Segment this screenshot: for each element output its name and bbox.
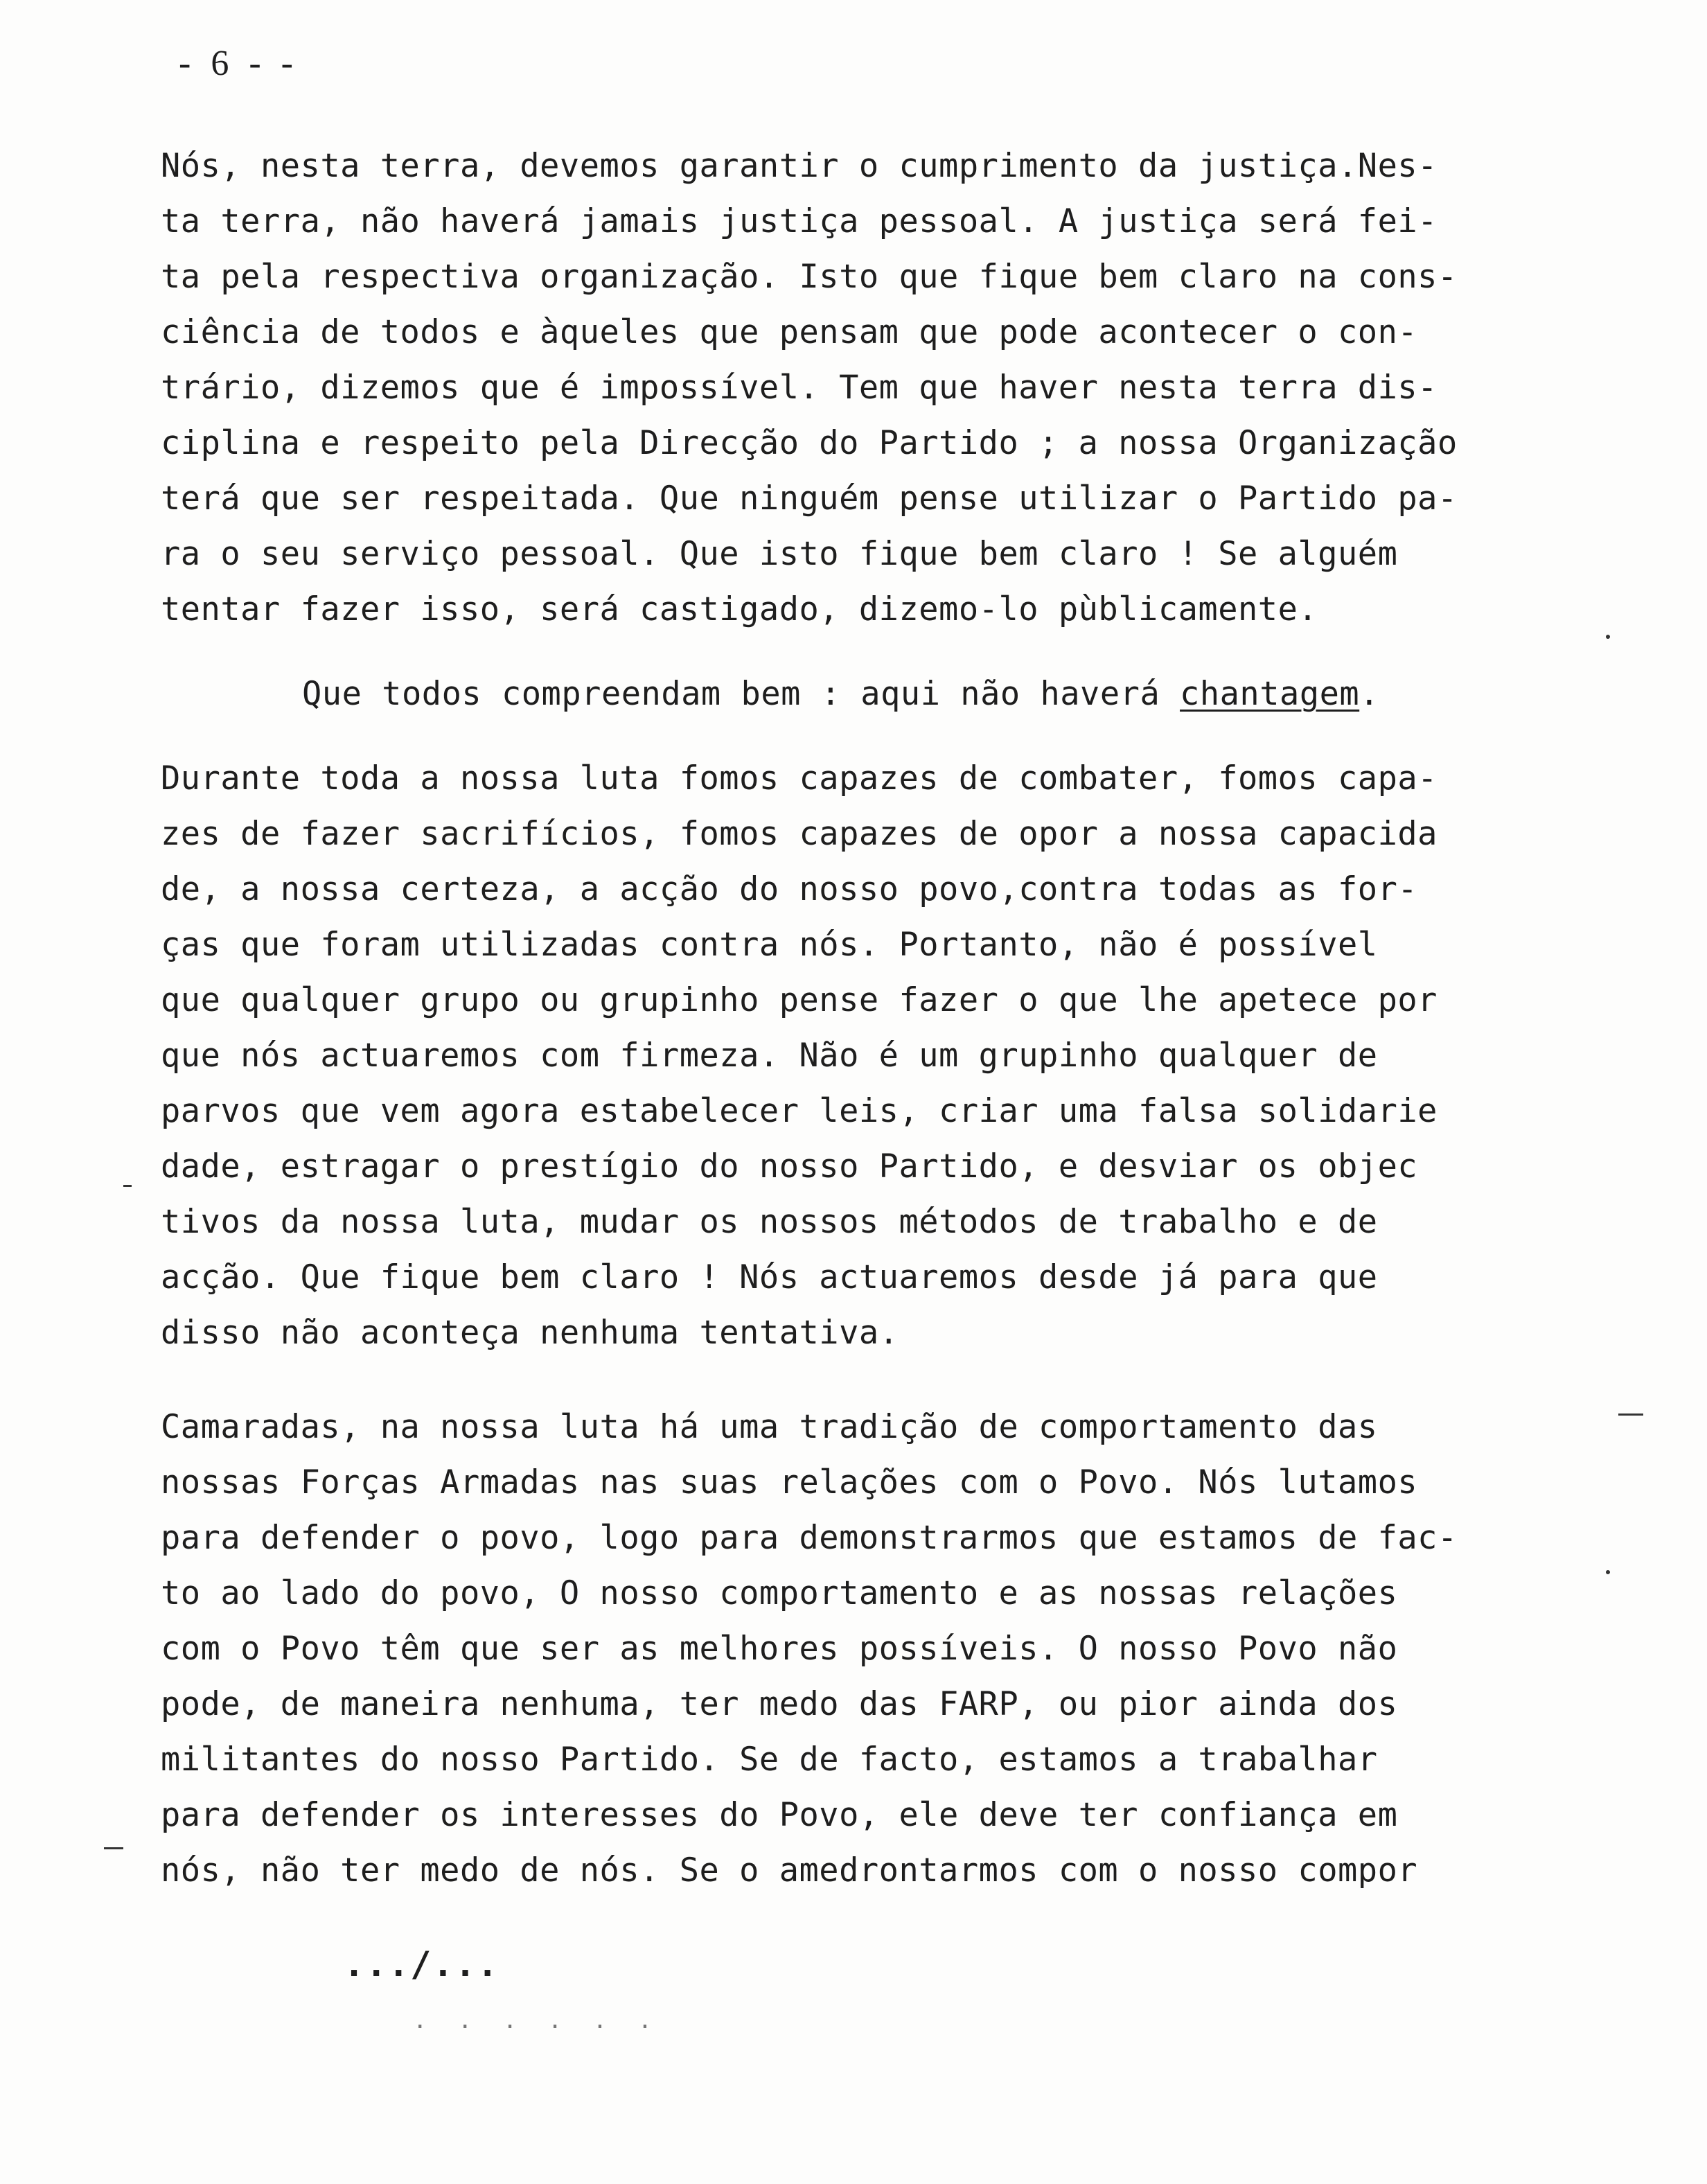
paragraph-2-suffix: .: [1359, 675, 1380, 713]
paragraph-3-line-4: ças que foram utilizadas contra nós. Portanto, não é possível: [161, 926, 1378, 964]
paragraph-3-line-3: de, a nossa certeza, a acção do nosso povo,contra todas as for-: [161, 870, 1418, 908]
margin-scan-mark: [1618, 1414, 1643, 1416]
paragraph-1-line-8: ra o seu serviço pessoal. Que isto fique bem claro ! Se alguém: [161, 535, 1398, 573]
paragraph-4-line-1: Camaradas, na nossa luta há uma tradição de comportamento das: [161, 1408, 1378, 1446]
continuation-marker: .../...: [344, 1944, 499, 1984]
paragraph-4-line-5: com o Povo têm que ser as melhores possíveis. O nosso Povo não: [161, 1630, 1398, 1668]
paragraph-4-line-4: to ao lado do povo, O nosso comportamento e as nossas relações: [161, 1574, 1398, 1612]
margin-scan-mark: [104, 1847, 123, 1849]
paragraph-1-line-7: terá que ser respeitada. Que ninguém pense utilizar o Partido pa-: [161, 479, 1458, 518]
margin-scan-mark: [123, 1185, 132, 1187]
paragraph-4-line-3: para defender o povo, logo para demonstrarmos que estamos de fac-: [161, 1519, 1458, 1557]
paragraph-1-line-6: ciplina e respeito pela Direcção do Partido ; a nossa Organização: [161, 424, 1458, 462]
paragraph-1-line-3: ta pela respectiva organização. Isto que fique bem claro na cons-: [161, 258, 1458, 296]
faint-dots: . . . . . .: [413, 2007, 661, 2034]
paragraph-3-line-9: tivos da nossa luta, mudar os nossos métodos de trabalho e de: [161, 1203, 1378, 1241]
paragraph-4-line-2: nossas Forças Armadas nas suas relações com o Povo. Nós lutamos: [161, 1463, 1418, 1502]
paragraph-4-line-7: militantes do nosso Partido. Se de facto, estamos a trabalhar: [161, 1741, 1378, 1779]
paragraph-1-line-4: ciência de todos e àqueles que pensam que pode acontecer o con-: [161, 313, 1418, 351]
paragraph-1-line-2: ta terra, não haverá jamais justiça pessoal. A justiça será fei-: [161, 202, 1438, 240]
paragraph-1-line-5: trário, dizemos que é impossível. Tem que haver nesta terra dis-: [161, 369, 1438, 407]
paragraph-3-line-5: que qualquer grupo ou grupinho pense fazer o que lhe apetece por: [161, 981, 1438, 1019]
paragraph-3-line-7: parvos que vem agora estabelecer leis, criar uma falsa solidarie: [161, 1092, 1438, 1130]
paragraph-3-line-10: acção. Que fique bem claro ! Nós actuaremos desde já para que: [161, 1258, 1378, 1296]
paragraph-4-line-9: nós, não ter medo de nós. Se o amedrontarmos com o nosso compor: [161, 1851, 1418, 1890]
paragraph-1-line-9: tentar fazer isso, será castigado, dizemo-lo pùblicamente.: [161, 590, 1318, 628]
paragraph-2-prefix: Que todos compreendam bem : aqui não haverá: [302, 675, 1180, 713]
page-number: - 6 - -: [179, 44, 299, 83]
paragraph-3-line-1: Durante toda a nossa luta fomos capazes de combater, fomos capa-: [161, 759, 1438, 798]
underlined-word: chantagem: [1180, 675, 1360, 713]
paragraph-1-line-1: Nós, nesta terra, devemos garantir o cumprimento da justiça.Nes-: [161, 147, 1438, 185]
paragraph-3-line-6: que nós actuaremos com firmeza. Não é um grupinho qualquer de: [161, 1037, 1378, 1075]
margin-scan-dot: [1606, 635, 1610, 639]
paragraph-2-line: [302, 675, 1380, 713]
margin-scan-dot: [1606, 1570, 1610, 1574]
paragraph-3-line-2: zes de fazer sacrifícios, fomos capazes de opor a nossa capacida: [161, 815, 1438, 853]
paragraph-4-line-8: para defender os interesses do Povo, ele deve ter confiança em: [161, 1796, 1398, 1834]
paragraph-3-line-8: dade, estragar o prestígio do nosso Partido, e desviar os objec: [161, 1147, 1418, 1186]
paragraph-4-line-6: pode, de maneira nenhuma, ter medo das FARP, ou pior ainda dos: [161, 1685, 1398, 1723]
paragraph-3-line-11: disso não aconteça nenhuma tentativa.: [161, 1314, 899, 1352]
